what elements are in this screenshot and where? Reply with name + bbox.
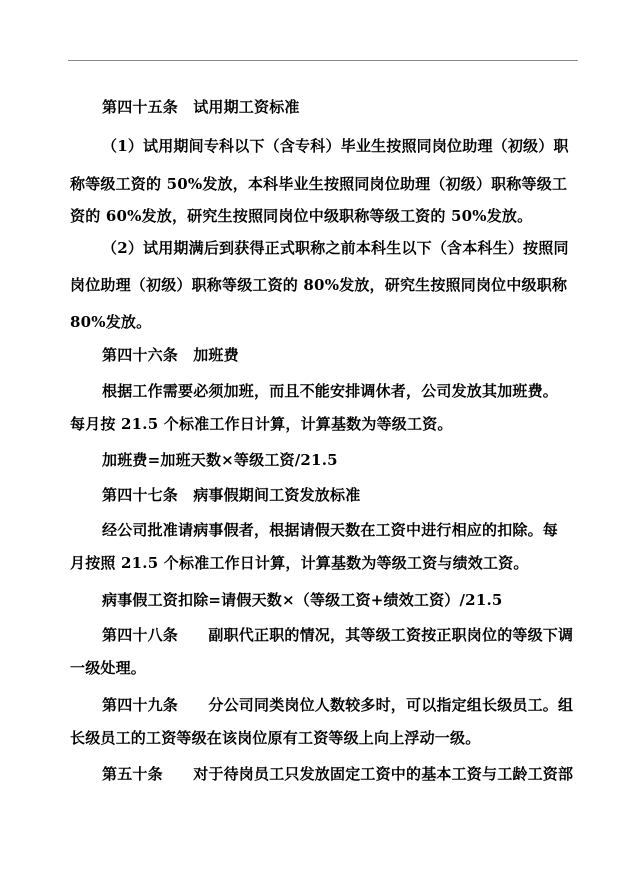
header-rule — [68, 60, 578, 61]
article-46-title: 第四十六条 加班费 — [102, 346, 239, 364]
article-49-line-1: 第四十九条 分公司同类岗位人数较多时，可以指定组长级员工。组 — [102, 696, 574, 714]
article-47-body-line-2: 月按照 21.5 个标准工作日计算，计算基数为等级工资与绩效工资。 — [70, 554, 529, 572]
article-45-clause-1-line-1: （1）试用期间专科以下（含专科）毕业生按照同岗位助理（初级）职 — [102, 137, 569, 155]
article-50-line-1: 第五十条 对于待岗员工只发放固定工资中的基本工资与工龄工资部 — [102, 765, 574, 783]
article-46-formula: 加班费=加班天数×等级工资/21.5 — [102, 451, 338, 469]
article-45-clause-2-line-1: （2）试用期满后到获得正式职称之前本科生以下（含本科生）按照同 — [102, 239, 569, 257]
article-46-body-line-1: 根据工作需要必须加班，而且不能安排调休者，公司发放其加班费。 — [102, 382, 559, 400]
article-47-title: 第四十七条 病事假期间工资发放标准 — [102, 486, 361, 504]
article-49-line-2: 长级员工的工资等级在该岗位原有工资等级上向上浮动一级。 — [70, 729, 481, 747]
article-45-title: 第四十五条 试用期工资标准 — [102, 98, 300, 116]
article-48-line-2: 一级处理。 — [70, 659, 147, 677]
article-46-body-line-2: 每月按 21.5 个标准工作日计算，计算基数为等级工资。 — [70, 415, 453, 433]
article-45-clause-1-line-3: 资的 60%发放，研究生按照同岗位中级职称等级工资的 50%发放。 — [70, 207, 533, 225]
article-45-clause-1-line-2: 称等级工资的 50%发放，本科毕业生按照同岗位助理（初级）职称等级工 — [70, 175, 568, 193]
article-48-line-1: 第四十八条 副职代正职的情况，其等级工资按正职岗位的等级下调 — [102, 626, 574, 644]
article-47-body-line-1: 经公司批准请病事假者，根据请假天数在工资中进行相应的扣除。每 — [102, 521, 559, 539]
article-47-formula: 病事假工资扣除=请假天数×（等级工资+绩效工资）/21.5 — [102, 591, 503, 609]
article-45-clause-2-line-3: 80%发放。 — [70, 313, 152, 331]
article-45-clause-2-line-2: 岗位助理（初级）职称等级工资的 80%发放，研究生按照同岗位中级职称 — [70, 276, 568, 294]
